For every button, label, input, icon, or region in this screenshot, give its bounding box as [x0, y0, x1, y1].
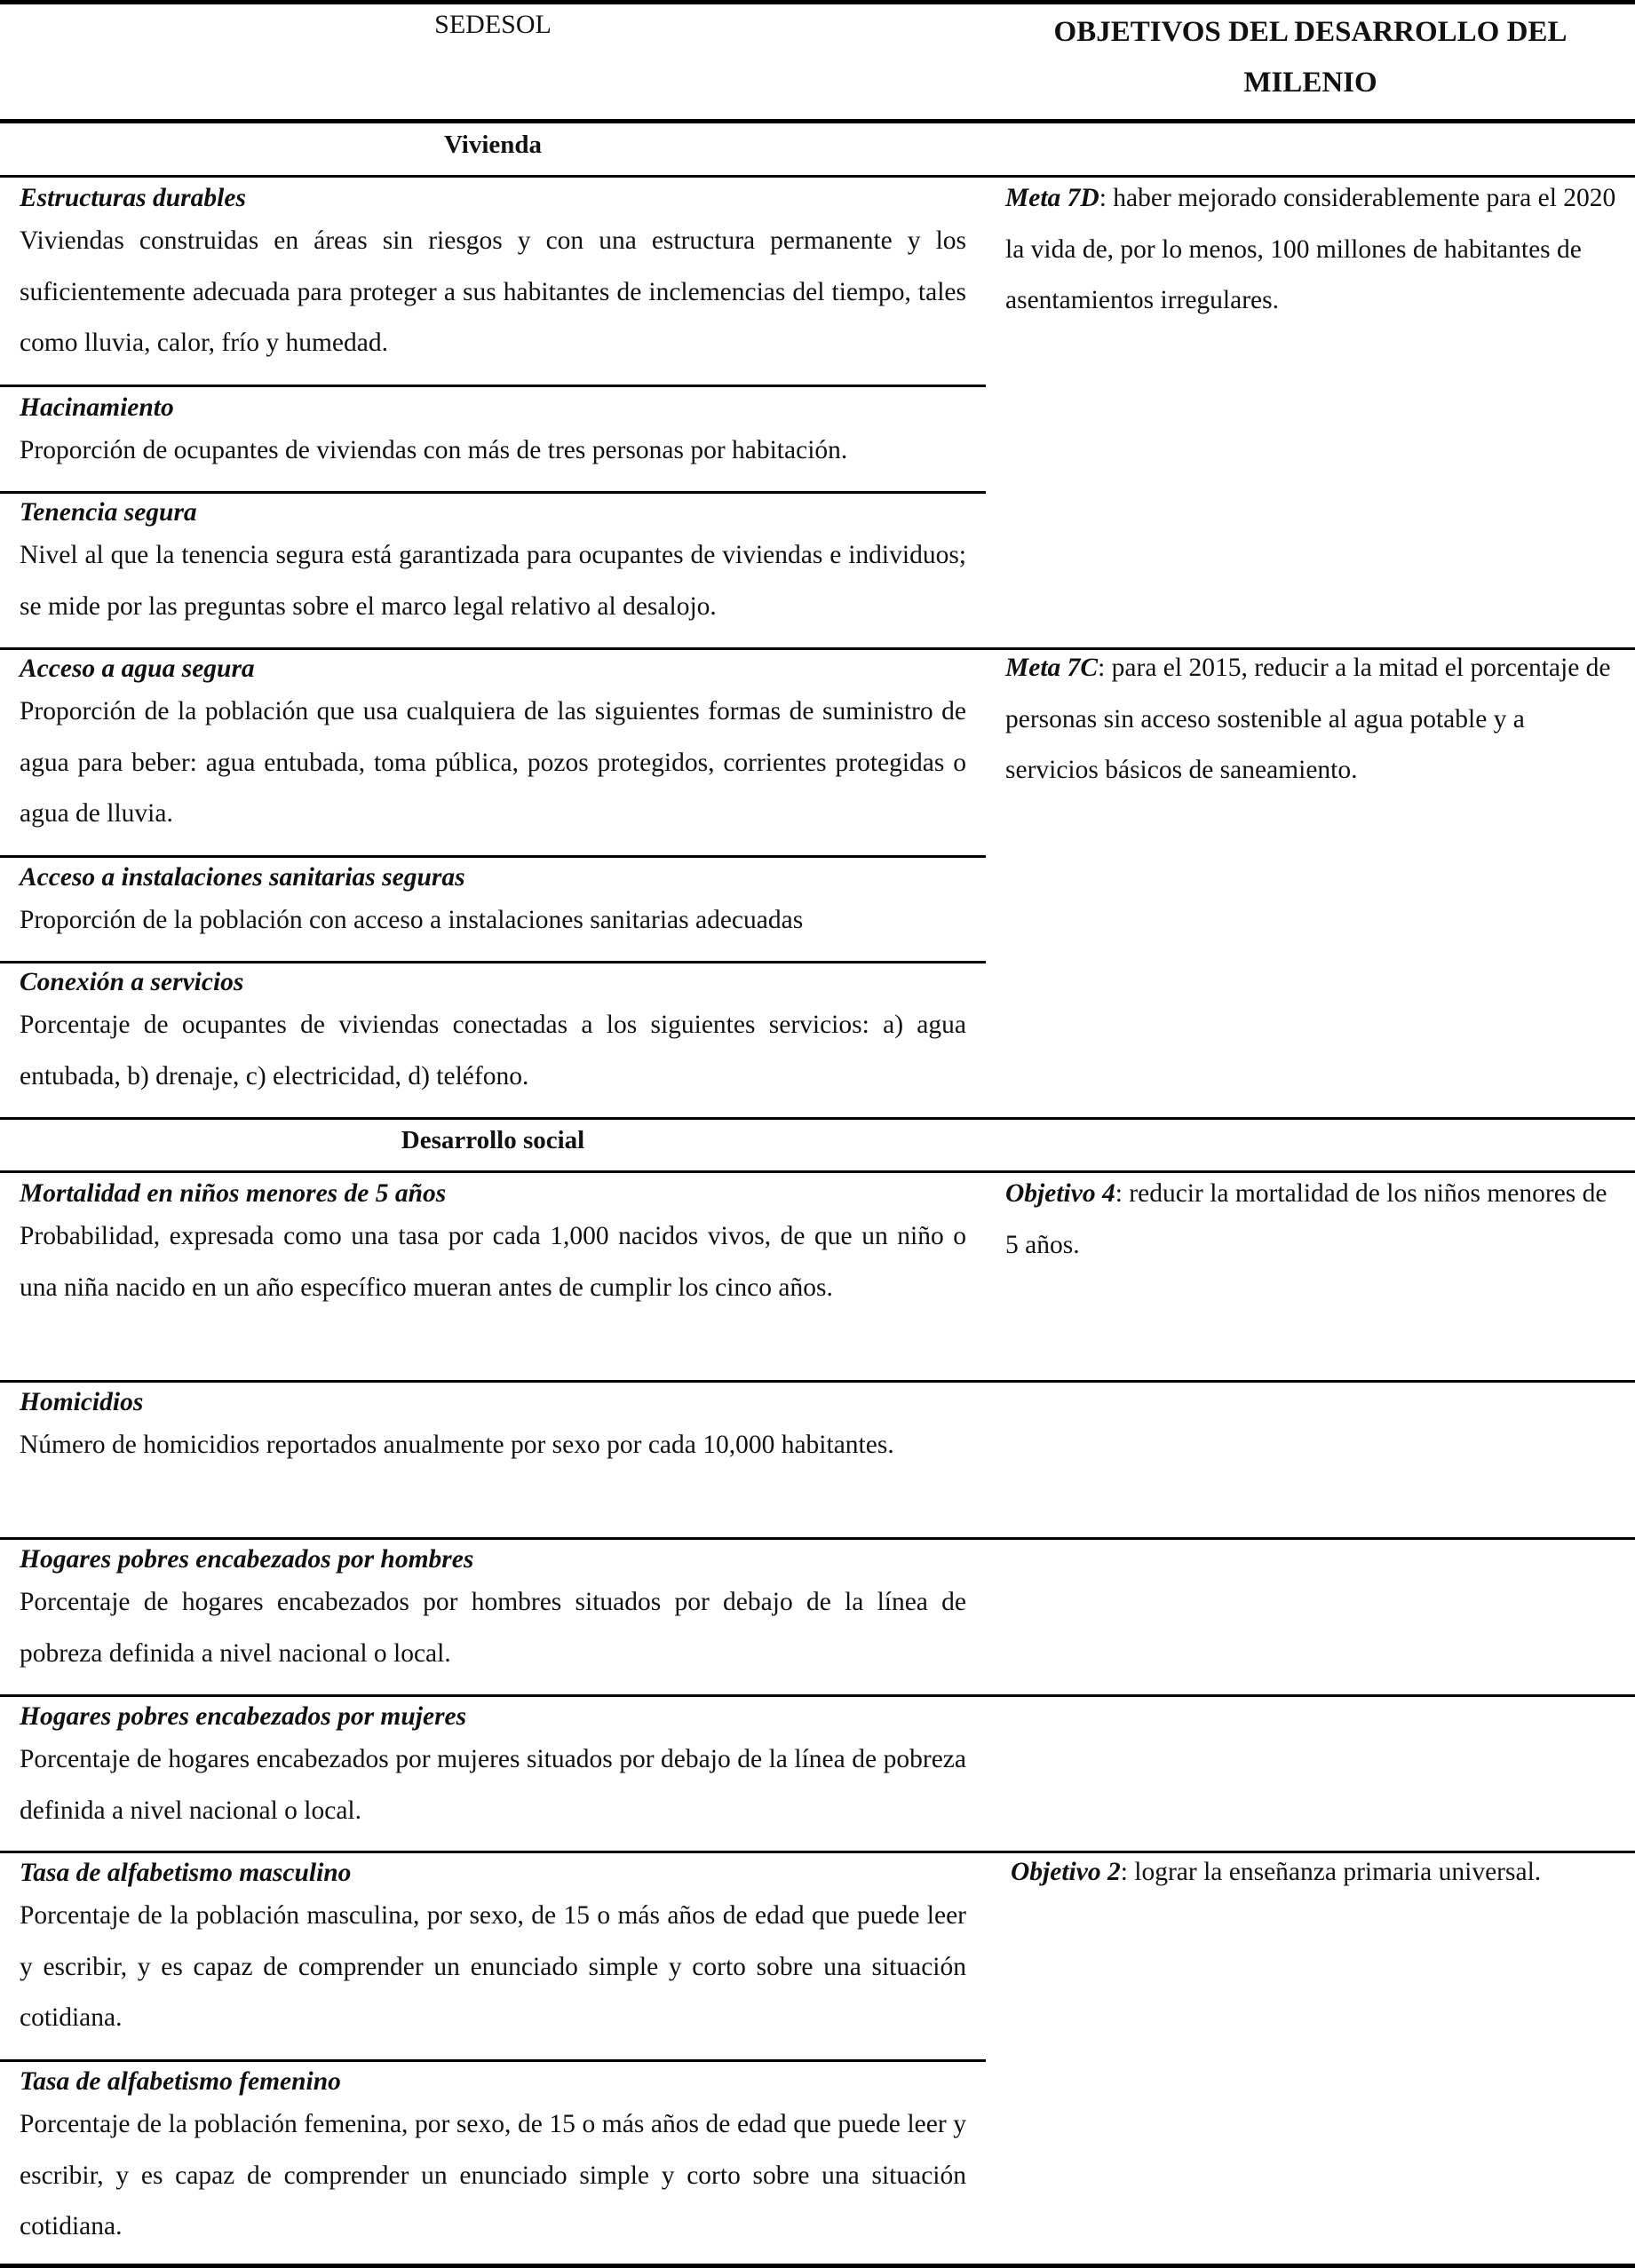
goal-objetivo-2 [1011, 1847, 1623, 1899]
item-body: Proporción de ocupantes de viviendas con más de tres personas por habitación. [20, 436, 848, 464]
goal-label: Meta 7D [1005, 184, 1099, 212]
item-title: Hacinamiento [20, 393, 174, 422]
row-rule [0, 1117, 1635, 1120]
goal-label: Objetivo 2 [1011, 1858, 1121, 1886]
item-title: Acceso a instalaciones sanitarias seguras [20, 863, 465, 892]
header-sedesol: SEDESOL [434, 10, 552, 39]
row-rule [0, 1694, 1635, 1697]
row-rule [0, 491, 986, 494]
item-body: Porcentaje de hogares encabezados por mujeres situados por debajo de la línea de pobreza definida a nivel nacional o local. [20, 1745, 966, 1825]
item-mortalidad-ninos [20, 1176, 966, 1313]
bottom-rule [0, 2264, 1635, 2268]
item-body: Porcentaje de hogares encabezados por hombres situados por debajo de la línea de pobreza definida a nivel nacional o local. [20, 1588, 966, 1668]
item-title: Hogares pobres encabezados por hombres [20, 1545, 474, 1574]
goal-meta-7d [1005, 173, 1618, 327]
item-body: Nivel al que la tenencia segura está garantizada para ocupantes de viviendas e individuos; se mide por las preguntas sobre el marco legal relativo al desalojo. [20, 541, 966, 621]
item-body: Porcentaje de ocupantes de viviendas conectadas a los siguientes servicios: a) agua entubada, b) drenaje, c) electricidad, d) teléfono. [20, 1011, 966, 1090]
goal-meta-7c [1005, 643, 1618, 797]
item-hacinamiento [20, 390, 966, 477]
item-tenencia-segura [20, 495, 966, 632]
row-rule [0, 2059, 986, 2062]
header-odm: OBJETIVOS DEL DESARROLLO DEL MILENIO [1053, 16, 1568, 99]
item-acceso-agua [20, 651, 966, 840]
item-alfabetismo-femenino [20, 2064, 966, 2253]
item-hogares-hombres [20, 1542, 966, 1679]
item-homicidios [20, 1384, 966, 1471]
item-alfabetismo-masculino [20, 1855, 966, 2044]
item-title: Conexión a servicios [20, 968, 244, 996]
item-hogares-mujeres [20, 1699, 966, 1836]
item-title: Estructuras durables [20, 184, 246, 212]
row-rule [0, 1537, 1635, 1540]
goal-text: : lograr la enseñanza primaria universal. [1120, 1858, 1542, 1886]
item-body: Porcentaje de la población masculina, por sexo, de 15 o más años de edad que puede leer y escribir, y es capaz de comprender un enunciado simple y corto sobre una situación cotidiana. [20, 1901, 966, 2032]
item-title: Acceso a agua segura [20, 654, 255, 683]
goal-label: Meta 7C [1005, 654, 1099, 682]
item-title: Tasa de alfabetismo femenino [20, 2067, 341, 2096]
goal-text: : reducir la mortalidad de los niños menores de 5 años. [1005, 1179, 1607, 1259]
goal-text: : haber mejorado considerablemente para el 2020 la vida de, por lo menos, 100 millones de habitantes de asentamientos irregulares. [1005, 184, 1616, 314]
item-estructuras-durables [20, 180, 966, 369]
item-title: Hogares pobres encabezados por mujeres [20, 1702, 467, 1731]
item-title: Tenencia segura [20, 498, 197, 527]
row-rule [0, 855, 986, 858]
goal-label: Objetivo 4 [1005, 1179, 1115, 1208]
section-desarrollo-social: Desarrollo social [401, 1126, 585, 1154]
section-vivienda: Vivienda [443, 131, 543, 159]
item-title: Mortalidad en niños menores de 5 años [20, 1179, 447, 1208]
item-instalaciones-sanitarias [20, 860, 966, 947]
header-rule [0, 119, 1635, 123]
item-body: Proporción de la población que usa cualquiera de las siguientes formas de suministro de agua para beber: agua entubada, toma pública, pozos protegidos, corrientes protegidas o agua de lluvia. [20, 697, 966, 828]
item-body: Número de homicidios reportados anualmente por sexo por cada 10,000 habitantes. [20, 1431, 894, 1459]
item-title: Homicidios [20, 1388, 144, 1416]
goal-objetivo-4 [1005, 1169, 1618, 1271]
row-rule [0, 1380, 1635, 1383]
row-rule [0, 961, 986, 964]
item-body: Probabilidad, expresada como una tasa por cada 1,000 nacidos vivos, de que un niño o una niña nacido en un año específico mueran antes de cumplir los cinco años. [20, 1222, 966, 1302]
goal-text: : para el 2015, reducir a la mitad el porcentaje de personas sin acceso sostenible al agua potable y a servicios básicos de saneamiento. [1005, 654, 1611, 784]
top-rule [0, 0, 1635, 4]
item-body: Porcentaje de la población femenina, por sexo, de 15 o más años de edad que puede leer y escribir, y es capaz de comprender un enunciado simple y corto sobre una situación cotidiana. [20, 2110, 966, 2240]
item-body: Proporción de la población con acceso a instalaciones sanitarias adecuadas [20, 906, 804, 934]
row-rule [0, 385, 986, 387]
item-title: Tasa de alfabetismo masculino [20, 1859, 352, 1887]
item-conexion-servicios [20, 964, 966, 1102]
item-body: Viviendas construidas en áreas sin riesgos y con una estructura permanente y los suficientemente adecuada para proteger a sus habitantes de inclemencias del tiempo, tales como lluvia, calor, frío y humedad. [20, 226, 966, 357]
